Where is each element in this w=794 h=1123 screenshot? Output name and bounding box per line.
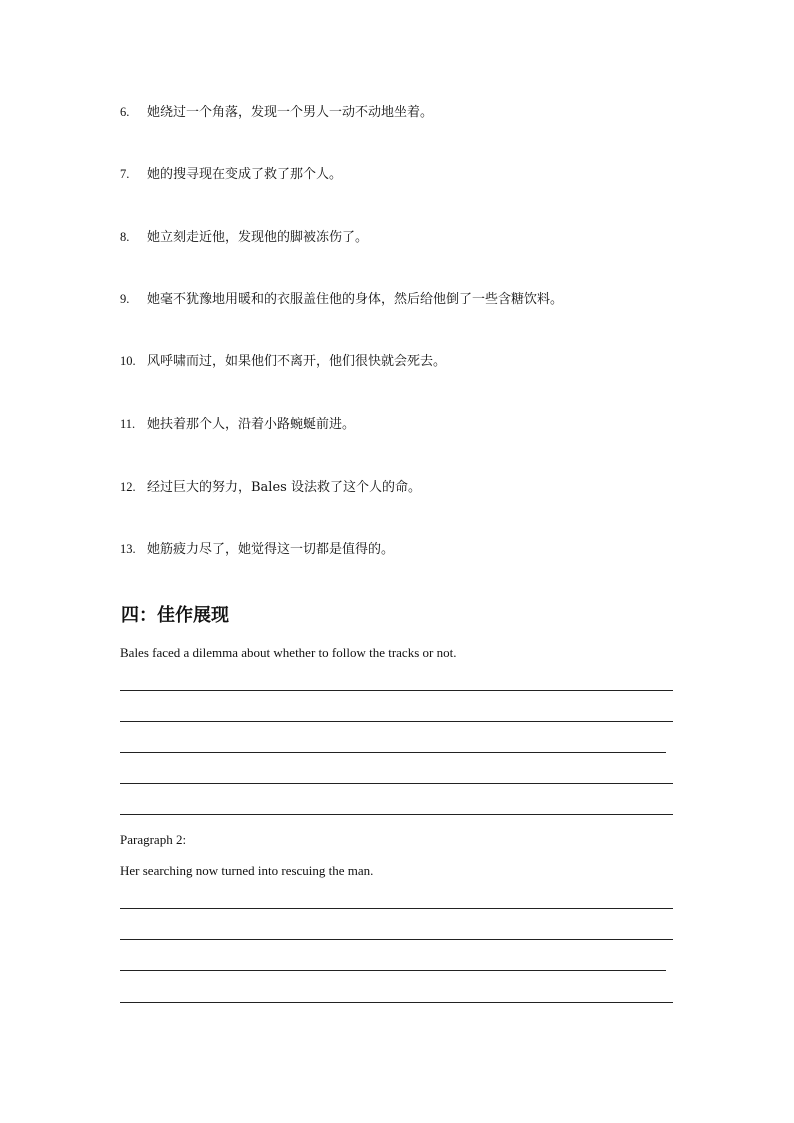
item-number: 7.: [120, 167, 130, 181]
item-number: 8.: [120, 230, 130, 244]
writing-line: [120, 970, 666, 971]
item-number: 10.: [120, 354, 136, 368]
list-item: [120, 352, 446, 371]
item-text: 风呼啸而过，如果他们不离开，他们很快就会死去。: [147, 354, 447, 369]
item-number: 11.: [120, 417, 136, 431]
item-text: 经过巨大的努力，Bales 设法救了这个人的命。: [147, 480, 421, 495]
writing-line: [120, 908, 673, 909]
item-text: 她立刻走近他，发现他的脚被冻伤了。: [147, 230, 369, 245]
item-number: 9.: [120, 292, 130, 306]
section-heading: 四：佳作展现: [121, 605, 229, 626]
item-number: 12.: [120, 480, 136, 494]
list-item: [120, 228, 368, 247]
item-text: 她扶着那个人，沿着小路蜿蜒前进。: [147, 417, 356, 432]
paragraph2-label: Paragraph 2:: [120, 832, 187, 847]
item-text: 她绕过一个角落，发现一个男人一动不动地坐着。: [147, 105, 434, 120]
list-item: [120, 478, 421, 497]
list-item: [120, 540, 394, 559]
item-number: 13.: [120, 542, 136, 556]
writing-line: [120, 721, 673, 722]
writing-line: [120, 690, 673, 691]
list-item: [120, 103, 433, 122]
paragraph1-opening: Bales faced a dilemma about whether to follow the tracks or not.: [120, 645, 457, 660]
item-text: 她毫不犹豫地用暖和的衣服盖住他的身体，然后给他倒了一些含糖饮料。: [147, 292, 564, 307]
item-text: 她的搜寻现在变成了救了那个人。: [147, 167, 343, 182]
writing-line: [120, 783, 673, 784]
item-number: 6.: [120, 105, 130, 119]
writing-line: [120, 1002, 673, 1003]
writing-line: [120, 939, 673, 940]
list-item: [120, 165, 342, 184]
item-text: 她筋疲力尽了，她觉得这一切都是值得的。: [147, 542, 395, 557]
paragraph2-opening: Her searching now turned into rescuing the man.: [120, 863, 374, 878]
list-item: [120, 290, 563, 309]
list-item: [120, 415, 355, 434]
writing-line: [120, 814, 673, 815]
writing-line: [120, 752, 666, 753]
